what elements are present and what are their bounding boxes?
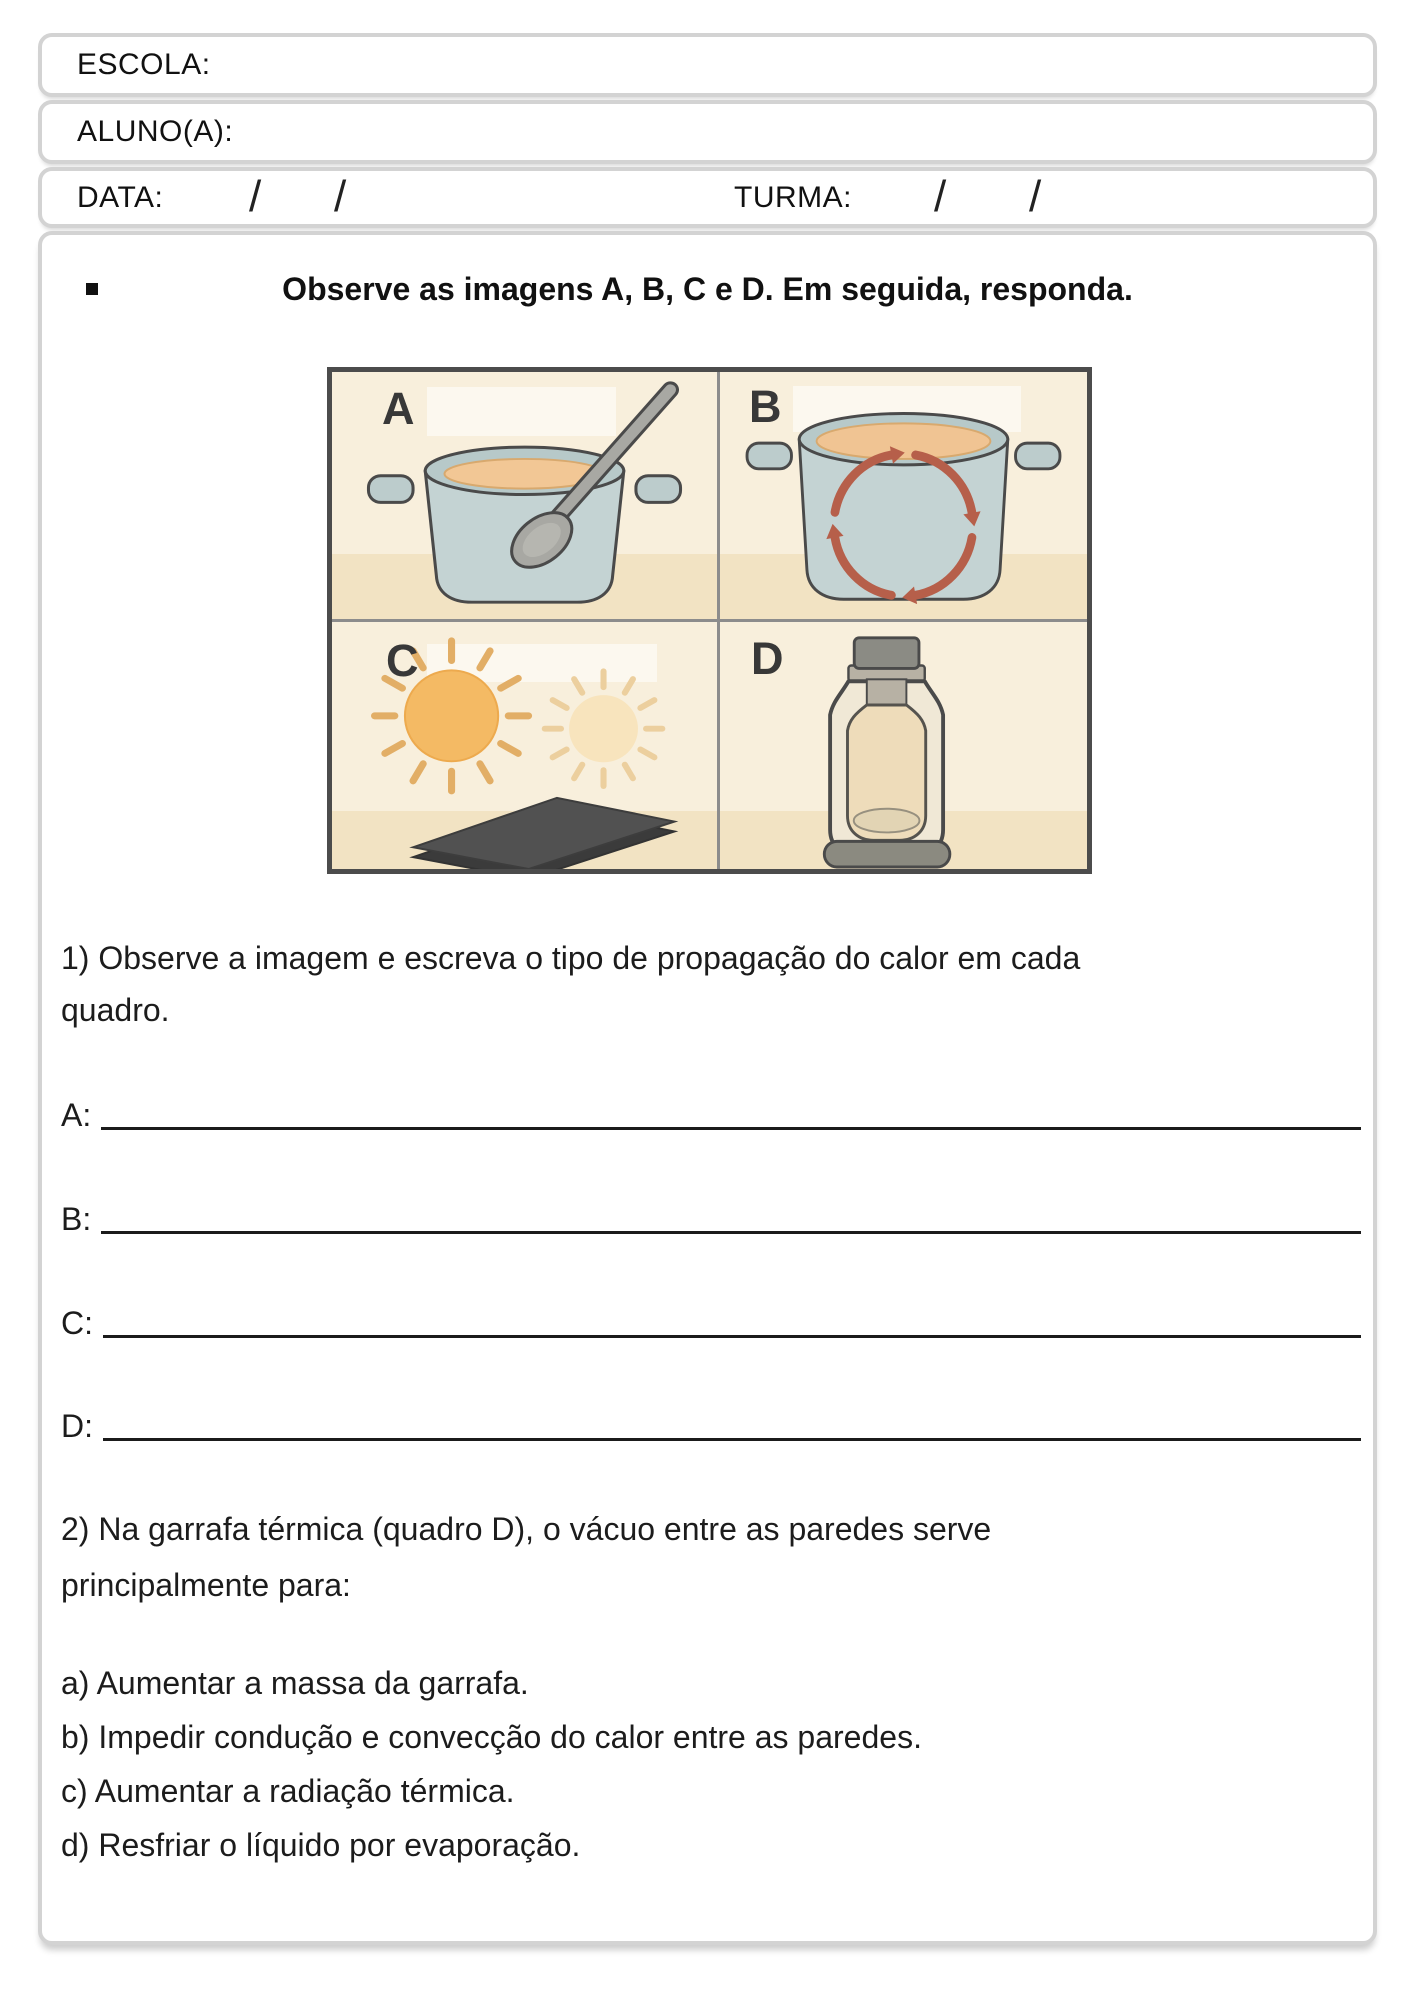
heat-propagation-figure xyxy=(327,367,1092,874)
figure-panel-a xyxy=(332,372,717,619)
answer-label-c: C: xyxy=(61,1305,93,1341)
worksheet-content-box xyxy=(38,231,1377,1945)
figure-panel-d xyxy=(720,622,1087,869)
option-b: b) Impedir condução e convecção do calor entre as paredes. xyxy=(61,1719,922,1755)
answer-blank-b xyxy=(101,1231,1361,1234)
question-2-line-2: principalmente para: xyxy=(61,1567,351,1603)
data-turma-field-box xyxy=(38,167,1377,228)
data-label: DATA: xyxy=(77,180,164,214)
answer-blank-c xyxy=(103,1335,1361,1338)
question-1-line-1: 1) Observe a imagem e escreva o tipo de propagação do calor em cada xyxy=(61,940,1081,976)
question-1-line-2: quadro. xyxy=(61,992,170,1028)
figure-panel-c xyxy=(332,622,717,869)
answer-row-c xyxy=(61,1299,1361,1343)
answer-label-d: D: xyxy=(61,1408,93,1444)
turma-slash-1: / xyxy=(934,171,947,221)
answer-row-b xyxy=(61,1195,1361,1239)
answer-blank-d xyxy=(103,1438,1361,1441)
option-c: c) Aumentar a radiação térmica. xyxy=(61,1773,515,1809)
question-1-text xyxy=(61,932,1361,1036)
answer-row-a xyxy=(61,1091,1361,1135)
question-2-text xyxy=(61,1501,1361,1613)
escola-label: ESCOLA: xyxy=(77,48,211,81)
panel-letter-b: B xyxy=(749,381,782,432)
faint-sun-icon xyxy=(545,671,663,786)
answer-row-d xyxy=(61,1402,1361,1446)
option-d: d) Resfriar o líquido por evaporação. xyxy=(61,1827,581,1863)
data-slash-2: / xyxy=(334,171,347,221)
panel-letter-d: D xyxy=(751,633,784,684)
aluno-label: ALUNO(A): xyxy=(77,115,234,148)
escola-field-box xyxy=(38,33,1377,97)
panel-letter-a: A xyxy=(382,383,415,434)
figure-panel-b xyxy=(720,372,1087,619)
answer-label-b: B: xyxy=(61,1201,92,1237)
dark-plate-icon xyxy=(413,798,674,869)
panel-letter-c: C xyxy=(386,635,419,686)
instruction-title: Observe as imagens A, B, C e D. Em seguida, responda. xyxy=(282,271,1133,307)
answer-label-a: A: xyxy=(61,1097,92,1133)
turma-label: TURMA: xyxy=(734,180,852,214)
data-slash-1: / xyxy=(249,171,262,221)
answer-blank-a xyxy=(101,1127,1361,1130)
aluno-field-box xyxy=(38,100,1377,164)
turma-slash-2: / xyxy=(1029,171,1042,221)
option-a: a) Aumentar a massa da garrafa. xyxy=(61,1665,529,1701)
question-2-line-1: 2) Na garrafa térmica (quadro D), o vácuo entre as paredes serve xyxy=(61,1511,992,1547)
